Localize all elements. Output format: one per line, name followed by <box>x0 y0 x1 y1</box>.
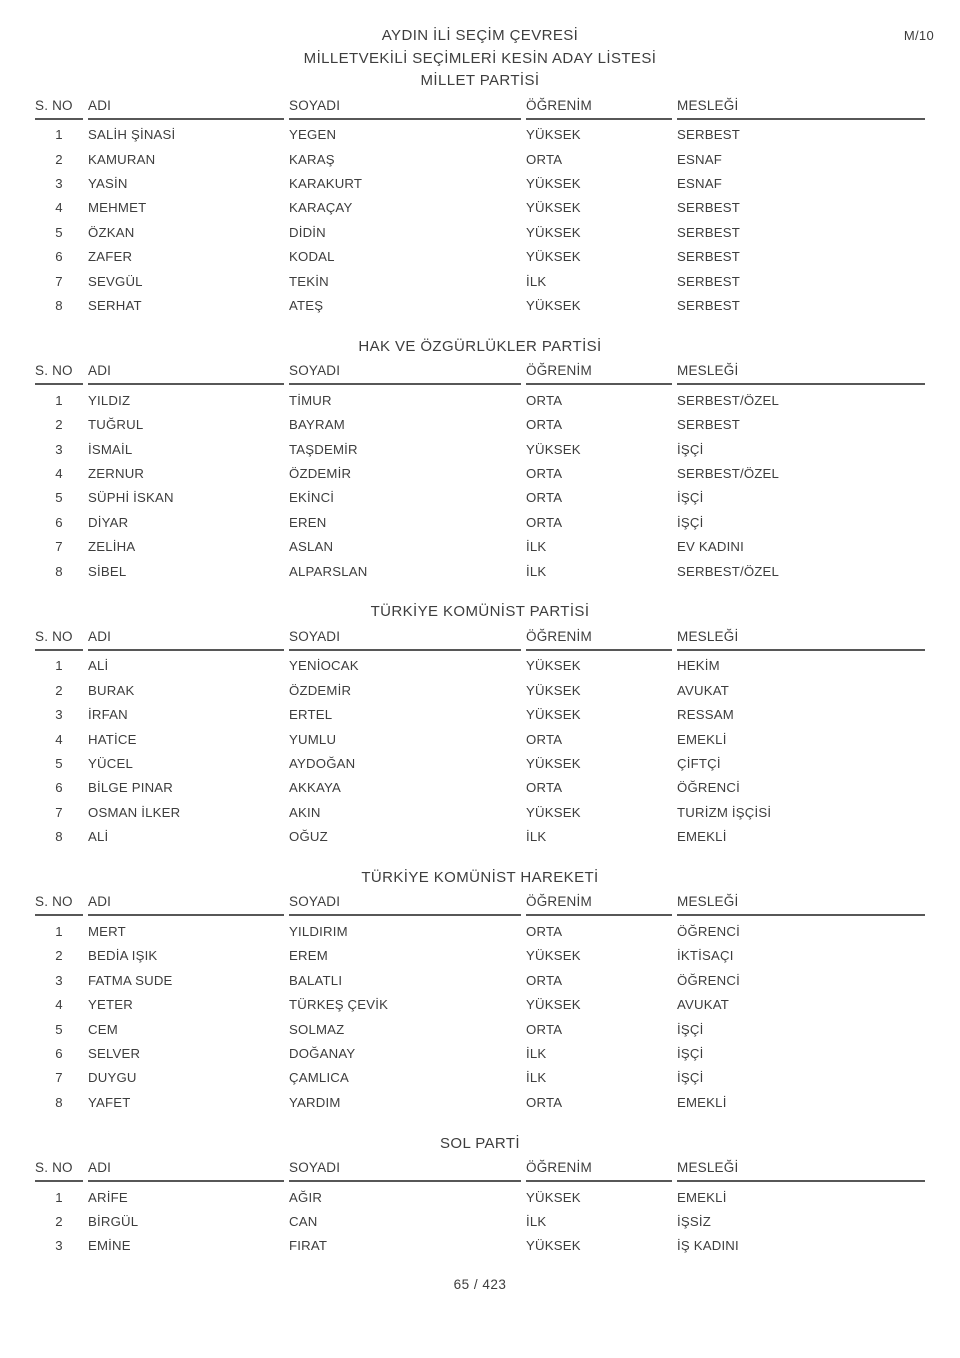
cell-meslegi: SERBEST/ÖZEL <box>677 392 780 408</box>
cell-sno: 5 <box>55 1021 63 1037</box>
cell-meslegi: EMEKLİ <box>677 829 727 845</box>
cell-soyadi: FIRAT <box>289 1238 328 1254</box>
cell-ogrenim: YÜKSEK <box>526 249 581 265</box>
cell-meslegi: İŞÇİ <box>677 441 704 457</box>
cell-ogrenim: ORTA <box>526 392 563 408</box>
cell-meslegi: SERBEST <box>677 297 740 313</box>
cell-meslegi: ÖĞRENCİ <box>677 924 740 940</box>
cell-ogrenim: YÜKSEK <box>526 1189 581 1205</box>
candidate-table <box>30 1160 930 1258</box>
cell-sno: 3 <box>55 972 63 988</box>
table-row <box>35 703 925 727</box>
cell-ogrenim: ORTA <box>526 417 563 433</box>
cell-meslegi: SERBEST <box>677 273 740 289</box>
cell-sno: 1 <box>55 1189 63 1205</box>
cell-adi: SALİH ŞİNASİ <box>88 127 176 143</box>
cell-soyadi: YILDIRIM <box>289 924 348 940</box>
column-header-sno: S. NO <box>35 629 83 651</box>
party-title: MİLLET PARTİSİ <box>420 72 540 89</box>
table-row <box>35 171 925 195</box>
cell-ogrenim: İLK <box>526 829 547 845</box>
cell-soyadi: TÜRKEŞ ÇEVİK <box>289 997 389 1013</box>
cell-sno: 3 <box>55 441 63 457</box>
cell-sno: 2 <box>55 682 63 698</box>
cell-sno: 5 <box>55 756 63 771</box>
cell-ogrenim: İLK <box>526 563 547 579</box>
cell-meslegi: ESNAF <box>677 175 722 191</box>
table-row <box>35 1185 925 1209</box>
table-row <box>35 776 925 800</box>
cell-ogrenim: YÜKSEK <box>526 297 581 313</box>
cell-ogrenim: ORTA <box>526 731 563 747</box>
cell-adi: YETER <box>88 997 133 1013</box>
table-row <box>35 269 925 293</box>
table-row <box>35 388 925 412</box>
page-corner-code: M/10 <box>903 28 934 43</box>
column-header-sno: S. NO <box>35 894 83 916</box>
cell-sno: 4 <box>55 731 63 747</box>
cell-ogrenim: ORTA <box>526 490 563 506</box>
cell-ogrenim: YÜKSEK <box>526 948 581 964</box>
title-line-2: MİLLETVEKİLİ SEÇİMLERİ KESİN ADAY LİSTESİ <box>303 49 657 67</box>
cell-adi: FATMA SUDE <box>88 972 173 988</box>
cell-adi: YÜCEL <box>88 756 133 771</box>
cell-soyadi: TEKİN <box>289 273 329 289</box>
cell-meslegi: İŞÇİ <box>677 514 704 530</box>
table-row <box>35 510 925 534</box>
cell-soyadi: ÖZDEMİR <box>289 682 352 698</box>
column-header-adi: ADI <box>88 894 284 916</box>
table-row <box>35 800 925 824</box>
cell-soyadi: BALATLI <box>289 972 343 988</box>
cell-ogrenim: YÜKSEK <box>526 658 581 674</box>
cell-ogrenim: ORTA <box>526 1021 563 1037</box>
table-row <box>35 824 925 848</box>
cell-sno: 7 <box>55 804 63 820</box>
cell-ogrenim: YÜKSEK <box>526 682 581 698</box>
cell-adi: ZERNUR <box>88 465 145 481</box>
column-header-meslegi: MESLEĞİ <box>677 98 925 120</box>
candidate-table <box>30 894 930 1114</box>
cell-ogrenim: ORTA <box>526 972 563 988</box>
table-row <box>35 123 925 147</box>
column-header-adi: ADI <box>88 363 284 385</box>
table-row <box>35 993 925 1017</box>
cell-meslegi: İŞSİZ <box>677 1214 711 1230</box>
cell-soyadi: EKİNCİ <box>289 490 335 506</box>
cell-ogrenim: İLK <box>526 273 547 289</box>
cell-adi: SÜPHİ İSKAN <box>88 490 174 506</box>
cell-adi: BEDİA IŞIK <box>88 948 158 964</box>
table-row <box>35 751 925 775</box>
cell-meslegi: RESSAM <box>677 707 734 723</box>
cell-adi: SİBEL <box>88 563 127 579</box>
cell-sno: 8 <box>55 829 63 845</box>
cell-sno: 6 <box>55 249 63 265</box>
column-header-ogrenim: ÖĞRENİM <box>526 1160 672 1182</box>
cell-adi: ÖZKAN <box>88 224 135 240</box>
cell-meslegi: SERBEST <box>677 200 740 216</box>
cell-adi: YAFET <box>88 1094 131 1110</box>
cell-meslegi: İŞÇİ <box>677 1046 704 1062</box>
cell-soyadi: KODAL <box>289 249 335 265</box>
cell-ogrenim: YÜKSEK <box>526 997 581 1013</box>
cell-adi: EMİNE <box>88 1238 131 1254</box>
table-row <box>35 968 925 992</box>
column-header-adi: ADI <box>88 629 284 651</box>
cell-ogrenim: YÜKSEK <box>526 200 581 216</box>
cell-meslegi: İŞÇİ <box>677 490 704 506</box>
cell-ogrenim: YÜKSEK <box>526 707 581 723</box>
cell-meslegi: İŞ KADINI <box>677 1238 739 1254</box>
table-header-row <box>35 1160 925 1182</box>
cell-meslegi: İKTİSAÇI <box>677 948 734 964</box>
cell-meslegi: AVUKAT <box>677 997 730 1013</box>
cell-soyadi: ERTEL <box>289 707 333 723</box>
candidate-table <box>30 363 930 583</box>
cell-sno: 4 <box>55 997 63 1013</box>
cell-sno: 8 <box>55 297 63 313</box>
table-row <box>35 1209 925 1233</box>
table-row <box>35 534 925 558</box>
cell-sno: 1 <box>55 127 63 143</box>
cell-soyadi: DİDİN <box>289 224 326 240</box>
table-row <box>35 1041 925 1065</box>
column-header-soyadi: SOYADI <box>289 363 521 385</box>
cell-adi: İRFAN <box>88 707 128 723</box>
cell-meslegi: İŞÇİ <box>677 1070 704 1086</box>
cell-soyadi: ASLAN <box>289 539 334 555</box>
table-row <box>35 461 925 485</box>
cell-adi: ARİFE <box>88 1189 128 1205</box>
table-row <box>35 727 925 751</box>
cell-sno: 1 <box>55 924 63 940</box>
cell-sno: 6 <box>55 514 63 530</box>
column-header-adi: ADI <box>88 98 284 120</box>
cell-soyadi: ÇAMLICA <box>289 1070 350 1086</box>
column-header-soyadi: SOYADI <box>289 894 521 916</box>
cell-sno: 2 <box>55 948 63 964</box>
cell-soyadi: BAYRAM <box>289 417 345 433</box>
cell-meslegi: AVUKAT <box>677 682 730 698</box>
cell-sno: 2 <box>55 1214 63 1230</box>
table-row <box>35 944 925 968</box>
cell-adi: MERT <box>88 924 126 940</box>
cell-soyadi: CAN <box>289 1214 318 1230</box>
cell-adi: DİYAR <box>88 514 129 530</box>
cell-sno: 7 <box>55 273 63 289</box>
cell-sno: 3 <box>55 175 63 191</box>
table-row <box>35 293 925 317</box>
cell-ogrenim: İLK <box>526 1070 547 1086</box>
cell-meslegi: HEKİM <box>677 658 720 674</box>
cell-sno: 3 <box>55 707 63 723</box>
table-row <box>35 919 925 943</box>
table-row <box>35 1066 925 1090</box>
cell-sno: 1 <box>55 658 63 674</box>
table-row <box>35 486 925 510</box>
cell-soyadi: AĞIR <box>289 1189 323 1205</box>
table-row <box>35 437 925 461</box>
cell-adi: CEM <box>88 1021 118 1037</box>
cell-ogrenim: ORTA <box>526 924 563 940</box>
cell-sno: 6 <box>55 1046 63 1062</box>
cell-sno: 5 <box>55 224 63 240</box>
cell-adi: OSMAN İLKER <box>88 804 181 820</box>
cell-meslegi: SERBEST <box>677 417 740 433</box>
column-header-meslegi: MESLEĞİ <box>677 1160 925 1182</box>
cell-adi: BİRGÜL <box>88 1214 139 1230</box>
cell-soyadi: YUMLU <box>289 731 337 747</box>
cell-sno: 8 <box>55 1094 63 1110</box>
cell-soyadi: KARAŞ <box>289 151 335 167</box>
column-header-soyadi: SOYADI <box>289 629 521 651</box>
column-header-ogrenim: ÖĞRENİM <box>526 629 672 651</box>
party-title: HAK VE ÖZGÜRLÜKLER PARTİSİ <box>358 337 602 355</box>
cell-adi: BİLGE PINAR <box>88 780 174 796</box>
cell-adi: YILDIZ <box>88 392 131 408</box>
cell-adi: KAMURAN <box>88 151 156 167</box>
cell-ogrenim: ORTA <box>526 465 563 481</box>
column-header-meslegi: MESLEĞİ <box>677 363 925 385</box>
cell-meslegi: ÖĞRENCİ <box>677 972 740 988</box>
table-header-row <box>35 629 925 651</box>
cell-meslegi: SERBEST <box>677 127 740 143</box>
cell-sno: 3 <box>55 1238 63 1254</box>
cell-sno: 7 <box>55 1070 63 1086</box>
cell-soyadi: YENİOCAK <box>289 658 359 674</box>
column-header-ogrenim: ÖĞRENİM <box>526 363 672 385</box>
cell-adi: ZAFER <box>88 249 133 265</box>
party-title: TÜRKİYE KOMÜNİST HAREKETİ <box>361 868 599 886</box>
cell-adi: TUĞRUL <box>88 417 144 433</box>
cell-meslegi: ÇİFTÇİ <box>677 756 721 771</box>
cell-meslegi: ÖĞRENCİ <box>677 780 740 796</box>
cell-sno: 7 <box>55 539 63 555</box>
cell-adi: SERHAT <box>88 297 142 313</box>
cell-soyadi: TAŞDEMİR <box>289 441 358 457</box>
cell-sno: 4 <box>55 465 63 481</box>
table-row <box>35 1017 925 1041</box>
candidate-table <box>30 98 930 318</box>
cell-ogrenim: İLK <box>526 1046 547 1062</box>
cell-soyadi: EREN <box>289 514 327 530</box>
cell-ogrenim: YÜKSEK <box>526 175 581 191</box>
cell-adi: BURAK <box>88 682 135 698</box>
cell-ogrenim: ORTA <box>526 780 563 796</box>
table-row <box>35 678 925 702</box>
cell-soyadi: ALPARSLAN <box>289 563 368 579</box>
party-section <box>30 601 930 849</box>
cell-soyadi: TİMUR <box>289 392 332 408</box>
cell-adi: MEHMET <box>88 200 147 216</box>
cell-soyadi: ÖZDEMİR <box>289 465 352 481</box>
party-title: SOL PARTİ <box>439 1134 520 1152</box>
party-section <box>30 70 930 318</box>
cell-ogrenim: İLK <box>526 539 547 555</box>
column-header-soyadi: SOYADI <box>289 1160 521 1182</box>
table-row <box>35 559 925 583</box>
cell-sno: 4 <box>55 200 63 216</box>
table-row <box>35 220 925 244</box>
cell-ogrenim: YÜKSEK <box>526 804 581 820</box>
cell-adi: SELVER <box>88 1046 141 1062</box>
party-section <box>30 1133 930 1259</box>
cell-adi: SEVGÜL <box>88 273 143 289</box>
column-header-meslegi: MESLEĞİ <box>677 894 925 916</box>
table-header-row <box>35 363 925 385</box>
column-header-soyadi: SOYADI <box>289 98 521 120</box>
cell-ogrenim: YÜKSEK <box>526 127 581 143</box>
cell-soyadi: EREM <box>289 948 328 964</box>
cell-soyadi: DOĞANAY <box>289 1046 356 1062</box>
cell-soyadi: SOLMAZ <box>289 1021 345 1037</box>
cell-sno: 2 <box>55 417 63 433</box>
party-sections <box>0 70 960 1258</box>
table-header-row <box>35 98 925 120</box>
table-row <box>35 1234 925 1258</box>
cell-meslegi: EMEKLİ <box>677 731 727 747</box>
column-header-sno: S. NO <box>35 1160 83 1182</box>
table-row <box>35 147 925 171</box>
cell-adi: HATİCE <box>88 731 137 747</box>
cell-soyadi: AKKAYA <box>289 780 342 796</box>
cell-meslegi: SERBEST <box>677 249 740 265</box>
cell-soyadi: YEGEN <box>289 127 337 143</box>
table-row <box>35 1090 925 1114</box>
cell-soyadi: AKIN <box>289 804 321 820</box>
cell-sno: 2 <box>55 151 63 167</box>
cell-soyadi: ATEŞ <box>289 297 324 313</box>
table-header-row <box>35 894 925 916</box>
title-line-1: AYDIN İLİ SEÇİM ÇEVRESİ <box>381 27 579 44</box>
column-header-sno: S. NO <box>35 98 83 120</box>
column-header-meslegi: MESLEĞİ <box>677 629 925 651</box>
cell-meslegi: EMEKLİ <box>677 1094 727 1110</box>
cell-meslegi: ESNAF <box>677 151 722 167</box>
cell-ogrenim: ORTA <box>526 514 563 530</box>
table-row <box>35 196 925 220</box>
candidate-table <box>30 629 930 849</box>
party-title: TÜRKİYE KOMÜNİST PARTİSİ <box>370 603 590 621</box>
cell-ogrenim: YÜKSEK <box>526 1238 581 1254</box>
cell-sno: 5 <box>55 490 63 506</box>
cell-soyadi: KARAÇAY <box>289 200 353 216</box>
cell-adi: ALİ <box>88 658 109 674</box>
cell-soyadi: OĞUZ <box>289 829 328 845</box>
cell-adi: DUYGU <box>88 1070 137 1086</box>
cell-meslegi: İŞÇİ <box>677 1021 704 1037</box>
cell-soyadi: AYDOĞAN <box>289 756 356 771</box>
page-number: 65 / 423 <box>453 1277 507 1292</box>
table-row <box>35 413 925 437</box>
cell-meslegi: SERBEST <box>677 224 740 240</box>
cell-ogrenim: ORTA <box>526 151 563 167</box>
cell-adi: ZELİHA <box>88 539 136 555</box>
cell-soyadi: YARDIM <box>289 1094 341 1110</box>
cell-ogrenim: YÜKSEK <box>526 756 581 771</box>
cell-meslegi: SERBEST/ÖZEL <box>677 563 780 579</box>
document-title <box>0 0 960 70</box>
cell-adi: YASİN <box>88 175 128 191</box>
cell-ogrenim: ORTA <box>526 1094 563 1110</box>
cell-meslegi: EV KADINI <box>677 539 745 555</box>
cell-sno: 6 <box>55 780 63 796</box>
party-section <box>30 336 930 584</box>
party-section <box>30 867 930 1115</box>
cell-sno: 1 <box>55 392 63 408</box>
cell-adi: ALİ <box>88 829 109 845</box>
table-row <box>35 654 925 678</box>
table-row <box>35 244 925 268</box>
cell-ogrenim: YÜKSEK <box>526 224 581 240</box>
cell-adi: İSMAİL <box>88 441 133 457</box>
column-header-sno: S. NO <box>35 363 83 385</box>
column-header-adi: ADI <box>88 1160 284 1182</box>
cell-ogrenim: İLK <box>526 1214 547 1230</box>
cell-sno: 8 <box>55 563 63 579</box>
column-header-ogrenim: ÖĞRENİM <box>526 98 672 120</box>
column-header-ogrenim: ÖĞRENİM <box>526 894 672 916</box>
cell-meslegi: EMEKLİ <box>677 1189 727 1205</box>
cell-soyadi: KARAKURT <box>289 175 363 191</box>
cell-meslegi: SERBEST/ÖZEL <box>677 465 780 481</box>
cell-meslegi: TURİZM İŞÇİSİ <box>677 804 772 820</box>
cell-ogrenim: YÜKSEK <box>526 441 581 457</box>
